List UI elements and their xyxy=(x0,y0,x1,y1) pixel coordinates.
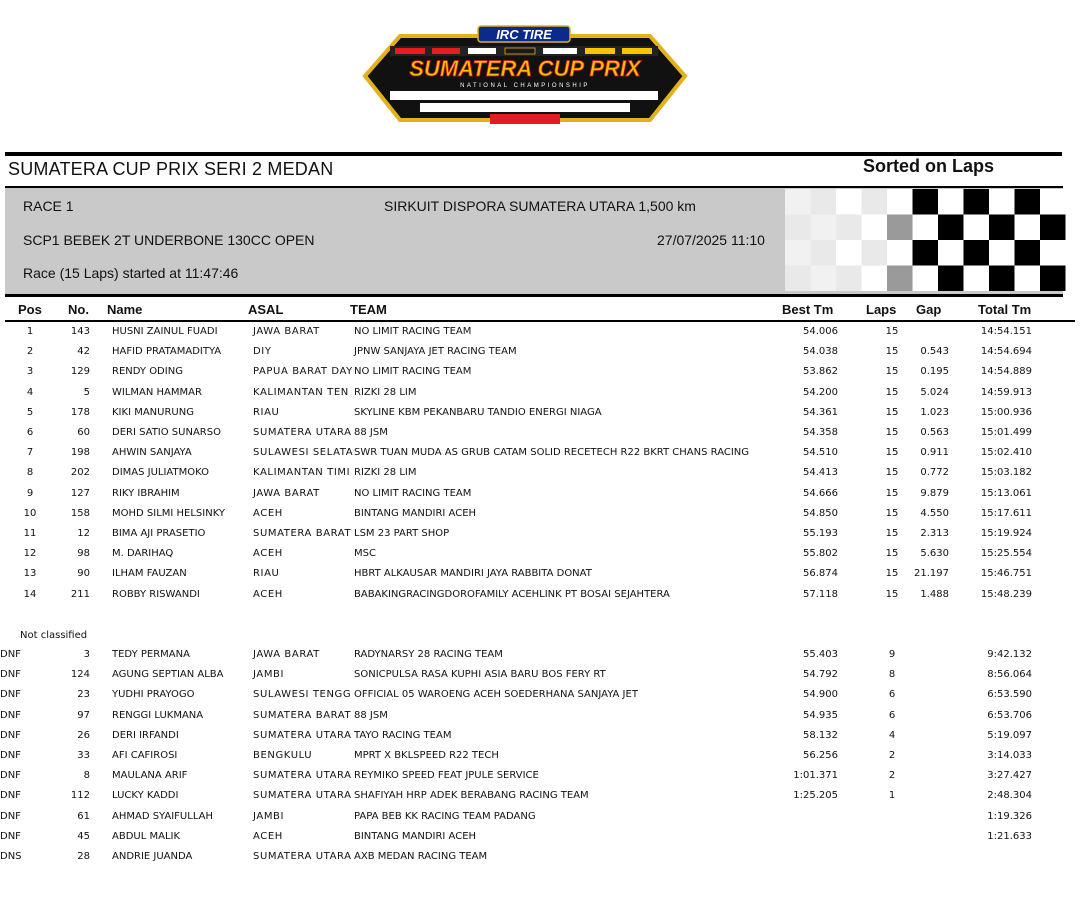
origin-cell: DIY xyxy=(253,346,272,358)
position-cell: 11 xyxy=(23,528,37,539)
sumatera-cup-prix-logo xyxy=(360,24,690,134)
best-time-cell: 54.666 xyxy=(803,487,838,499)
position-cell: 7 xyxy=(26,447,34,459)
total-time-cell: 6:53.706 xyxy=(987,709,1032,721)
origin-cell: ACEH xyxy=(253,507,283,519)
team-cell: BINTANG MANDIRI ACEH xyxy=(354,830,477,842)
not-classified-row xyxy=(0,811,1080,831)
flag-square xyxy=(938,215,964,241)
origin-cell: SUMATERA BARAT xyxy=(253,709,352,721)
flag-square xyxy=(1015,266,1041,292)
rider-name-cell: RENGGI LUKMANA xyxy=(112,709,204,721)
number-cell: 60 xyxy=(77,427,90,438)
flag-square xyxy=(964,189,990,215)
result-row xyxy=(0,508,1080,528)
total-time-cell: 1:19.326 xyxy=(987,810,1032,822)
event-title: SUMATERA CUP PRIX SERI 2 MEDAN xyxy=(8,159,334,179)
team-cell: SWR TUAN MUDA AS GRUB CATAM SOLID RECETECH R22 BKRT CHANS RACING xyxy=(354,447,750,459)
number-cell: 61 xyxy=(77,810,90,822)
team-cell: OFFICIAL 05 WAROENG ACEH SOEDERHANA SANJAYA JET xyxy=(354,689,638,701)
result-row xyxy=(0,488,1080,508)
origin-cell: JAWA BARAT xyxy=(253,326,320,337)
origin-cell: SUMATERA UTARA xyxy=(253,790,352,802)
position-cell: 14 xyxy=(23,588,37,600)
total-time-cell: 15:00.936 xyxy=(980,406,1032,418)
best-time-cell: 1:25.205 xyxy=(793,790,838,802)
laps-cell: 15 xyxy=(885,326,899,337)
col-header-best: Best Tm xyxy=(782,302,834,317)
total-time-cell: 14:54.889 xyxy=(980,366,1032,378)
rider-name-cell: BIMA AJI PRASETIO xyxy=(112,528,206,539)
laps-cell: 15 xyxy=(885,487,899,499)
laps-cell: 1 xyxy=(888,790,896,802)
flag-square xyxy=(1015,240,1041,266)
not-classified-row xyxy=(0,710,1080,730)
rider-name-cell: KIKI MANURUNG xyxy=(112,406,194,418)
flag-square xyxy=(862,240,888,266)
flag-square xyxy=(964,240,990,266)
best-time-cell: 54.850 xyxy=(803,507,838,519)
flag-square xyxy=(989,215,1015,241)
number-cell: 98 xyxy=(77,548,90,560)
rider-name-cell: DERI SATIO SUNARSO xyxy=(112,427,221,438)
best-time-cell: 54.358 xyxy=(803,427,838,438)
flag-square xyxy=(913,240,939,266)
total-time-cell: 5:19.097 xyxy=(987,729,1032,741)
number-cell: 33 xyxy=(77,750,90,761)
origin-cell: SUMATERA UTARA xyxy=(253,851,352,862)
col-header-asal: ASAL xyxy=(248,302,284,317)
position-cell: DNF xyxy=(0,689,21,701)
position-cell: 9 xyxy=(26,487,34,499)
total-time-cell: 9:42.132 xyxy=(987,649,1032,660)
col-header-pos: Pos xyxy=(18,302,42,317)
not-classified-label: Not classified xyxy=(20,630,88,641)
origin-cell: SUMATERA BARAT xyxy=(253,528,352,539)
laps-cell: 4 xyxy=(888,729,896,741)
team-cell: MSC xyxy=(354,548,376,560)
flag-square xyxy=(1040,240,1066,266)
col-header-name: Name xyxy=(107,302,143,317)
flag-square xyxy=(913,215,939,241)
position-cell: 13 xyxy=(23,568,37,580)
not-classified-row xyxy=(0,851,1080,871)
gap-cell: 9.879 xyxy=(920,487,949,499)
position-cell: DNF xyxy=(0,790,21,802)
rider-name-cell: WILMAN HAMMAR xyxy=(112,386,202,398)
position-cell: 10 xyxy=(23,507,37,519)
team-cell: BINTANG MANDIRI ACEH xyxy=(354,507,477,519)
number-cell: 42 xyxy=(77,346,90,358)
flag-square xyxy=(964,215,990,241)
laps-cell: 15 xyxy=(885,406,899,418)
flag-square xyxy=(1015,215,1041,241)
flag-square xyxy=(811,266,837,292)
laps-cell: 15 xyxy=(885,427,899,438)
laps-cell: 15 xyxy=(885,507,899,519)
rider-name-cell: M. DARIHAQ xyxy=(112,548,174,560)
result-row xyxy=(0,467,1080,487)
rider-name-cell: RIKY IBRAHIM xyxy=(112,487,180,499)
best-time-cell: 56.874 xyxy=(803,568,838,580)
origin-cell: SULAWESI TENGG xyxy=(253,689,352,701)
best-time-cell: 1:01.371 xyxy=(793,770,838,782)
position-cell: 8 xyxy=(26,467,34,479)
result-row xyxy=(0,548,1080,568)
number-cell: 112 xyxy=(70,790,90,802)
number-cell: 28 xyxy=(77,851,90,862)
laps-cell: 15 xyxy=(885,386,899,398)
team-cell: MPRT X BKLSPEED R22 TECH xyxy=(354,750,499,761)
best-time-cell: 57.118 xyxy=(803,588,838,600)
result-row xyxy=(0,447,1080,467)
rider-name-cell: AFI CAFIROSI xyxy=(112,750,178,761)
origin-cell: ACEH xyxy=(253,830,283,842)
total-time-cell: 14:59.913 xyxy=(980,386,1032,398)
laps-cell: 9 xyxy=(888,649,896,660)
class-label: SCP1 BEBEK 2T UNDERBONE 130CC OPEN xyxy=(23,232,315,248)
flag-square xyxy=(938,240,964,266)
best-time-cell: 54.510 xyxy=(803,447,838,459)
flag-square xyxy=(938,266,964,292)
gap-cell: 1.023 xyxy=(920,406,949,418)
race-label: RACE 1 xyxy=(23,198,74,214)
best-time-cell: 56.256 xyxy=(803,750,838,761)
team-cell: HBRT ALKAUSAR MANDIRI JAYA RABBITA DONAT xyxy=(354,568,592,580)
team-cell: AXB MEDAN RACING TEAM xyxy=(354,851,488,862)
position-cell: 12 xyxy=(23,548,37,560)
team-cell: RIZKI 28 LIM xyxy=(354,467,417,479)
laps-cell: 15 xyxy=(885,366,899,378)
number-cell: 202 xyxy=(70,467,90,479)
rider-name-cell: TEDY PERMANA xyxy=(112,649,190,660)
position-cell: DNF xyxy=(0,810,21,822)
laps-cell: 6 xyxy=(888,709,896,721)
team-cell: RADYNARSY 28 RACING TEAM xyxy=(354,649,503,660)
number-cell: 158 xyxy=(70,507,90,519)
best-time-cell: 55.403 xyxy=(803,649,838,660)
col-header-no: No. xyxy=(68,302,89,317)
flag-square xyxy=(862,215,888,241)
position-cell: 5 xyxy=(26,406,34,418)
number-cell: 97 xyxy=(77,709,90,721)
total-time-cell: 3:27.427 xyxy=(987,770,1032,782)
rider-name-cell: AHWIN SANJAYA xyxy=(112,447,192,459)
flag-square xyxy=(811,240,837,266)
team-cell: SHAFIYAH HRP ADEK BERABANG RACING TEAM xyxy=(354,790,589,802)
total-time-cell: 6:53.590 xyxy=(987,689,1032,701)
flag-square xyxy=(887,266,913,292)
total-time-cell: 15:13.061 xyxy=(980,487,1032,499)
flag-square xyxy=(811,215,837,241)
laps-cell: 15 xyxy=(885,346,899,358)
best-time-cell: 54.006 xyxy=(803,326,838,337)
best-time-cell: 55.802 xyxy=(803,548,838,560)
not-classified-row xyxy=(0,770,1080,790)
position-cell: 4 xyxy=(26,386,34,398)
laps-cell: 8 xyxy=(888,669,896,681)
total-time-cell: 15:17.611 xyxy=(980,507,1032,519)
not-classified-row xyxy=(0,750,1080,770)
result-row xyxy=(0,326,1080,346)
result-row xyxy=(0,528,1080,548)
best-time-cell: 54.200 xyxy=(803,386,838,398)
number-cell: 127 xyxy=(70,487,90,499)
team-cell: NO LIMIT RACING TEAM xyxy=(354,366,472,378)
number-cell: 211 xyxy=(70,588,90,600)
best-time-cell: 54.361 xyxy=(803,406,838,418)
position-cell: 1 xyxy=(26,326,34,337)
team-cell: BABAKINGRACINGDOROFAMILY ACEHLINK PT BOSAI SEJAHTERA xyxy=(354,588,670,600)
total-time-cell: 8:56.064 xyxy=(987,669,1032,681)
flag-square xyxy=(862,189,888,215)
number-cell: 8 xyxy=(83,770,90,782)
position-cell: DNF xyxy=(0,649,21,660)
flag-square xyxy=(887,189,913,215)
rider-name-cell: DIMAS JULIATMOKO xyxy=(112,467,209,479)
team-cell: NO LIMIT RACING TEAM xyxy=(354,326,472,337)
rider-name-cell: RENDY ODING xyxy=(112,366,183,378)
number-cell: 90 xyxy=(77,568,90,580)
rider-name-cell: MAULANA ARIF xyxy=(112,770,188,782)
gap-cell: 0.563 xyxy=(920,427,949,438)
header-rule xyxy=(5,320,1075,322)
total-time-cell: 15:19.924 xyxy=(980,528,1032,539)
position-cell: DNF xyxy=(0,770,21,782)
team-cell: SKYLINE KBM PEKANBARU TANDIO ENERGI NIAGA xyxy=(354,406,602,418)
flag-square xyxy=(938,189,964,215)
race-start-label: Race (15 Laps) started at 11:47:46 xyxy=(23,265,239,281)
flag-square xyxy=(785,266,811,292)
total-time-cell: 14:54.151 xyxy=(980,326,1032,337)
rider-name-cell: ANDRIE JUANDA xyxy=(112,851,193,862)
total-time-cell: 3:14.033 xyxy=(987,750,1032,761)
rider-name-cell: LUCKY KADDI xyxy=(112,790,179,802)
logo-subtitle-text: NATIONAL CHAMPIONSHIP xyxy=(460,83,590,89)
total-time-cell: 15:46.751 xyxy=(980,568,1032,580)
origin-cell: JAWA BARAT xyxy=(253,649,320,660)
laps-cell: 2 xyxy=(888,750,896,761)
team-cell: TAYO RACING TEAM xyxy=(354,729,452,741)
laps-cell: 15 xyxy=(885,588,899,600)
origin-cell: SUMATERA UTARA xyxy=(253,729,352,741)
flag-square xyxy=(1040,266,1066,292)
total-time-cell: 15:03.182 xyxy=(980,467,1032,479)
flag-square xyxy=(887,240,913,266)
origin-cell: KALIMANTAN TEN xyxy=(253,386,349,398)
gap-cell: 21.197 xyxy=(914,568,949,580)
position-cell: DNF xyxy=(0,830,21,842)
number-cell: 178 xyxy=(70,406,90,418)
flag-square xyxy=(989,240,1015,266)
result-row xyxy=(0,346,1080,366)
flag-square xyxy=(913,189,939,215)
number-cell: 12 xyxy=(77,528,90,539)
flag-square xyxy=(785,215,811,241)
number-cell: 3 xyxy=(83,649,90,660)
origin-cell: RIAU xyxy=(253,406,280,418)
flag-square xyxy=(1040,189,1066,215)
flag-square xyxy=(785,240,811,266)
total-time-cell: 15:25.554 xyxy=(980,548,1032,560)
not-classified-row xyxy=(0,649,1080,669)
team-cell: 88 JSM xyxy=(354,709,388,721)
rider-name-cell: AHMAD SYAIFULLAH xyxy=(112,810,213,822)
team-cell: LSM 23 PART SHOP xyxy=(354,528,450,539)
laps-cell: 15 xyxy=(885,447,899,459)
number-cell: 143 xyxy=(70,326,90,337)
total-time-cell: 14:54.694 xyxy=(980,346,1032,358)
gap-cell: 4.550 xyxy=(920,507,949,519)
number-cell: 198 xyxy=(70,447,90,459)
flag-square xyxy=(1015,189,1041,215)
best-time-cell: 54.413 xyxy=(803,467,838,479)
total-time-cell: 2:48.304 xyxy=(987,790,1032,802)
origin-cell: SUMATERA UTARA xyxy=(253,427,352,438)
flag-square xyxy=(836,189,862,215)
not-classified-row xyxy=(0,790,1080,810)
team-cell: JPNW SANJAYA JET RACING TEAM xyxy=(354,346,517,358)
origin-cell: KALIMANTAN TIMI xyxy=(253,467,351,479)
flag-square xyxy=(836,240,862,266)
total-time-cell: 15:01.499 xyxy=(980,427,1032,438)
origin-cell: BENGKULU xyxy=(253,750,313,761)
result-row xyxy=(0,568,1080,588)
rider-name-cell: ROBBY RISWANDI xyxy=(112,588,200,600)
number-cell: 26 xyxy=(77,729,90,741)
origin-cell: JAMBI xyxy=(253,669,285,681)
origin-cell: ACEH xyxy=(253,588,283,600)
flag-square xyxy=(989,189,1015,215)
gap-cell: 0.911 xyxy=(920,447,949,459)
team-cell: RIZKI 28 LIM xyxy=(354,386,417,398)
position-cell: DNF xyxy=(0,729,21,741)
gap-cell: 5.630 xyxy=(920,548,949,560)
rider-name-cell: AGUNG SEPTIAN ALBA xyxy=(112,669,224,681)
col-header-gap: Gap xyxy=(916,302,942,317)
position-cell: DNF xyxy=(0,750,21,761)
result-row xyxy=(0,427,1080,447)
flag-square xyxy=(964,266,990,292)
flag-square xyxy=(989,266,1015,292)
rider-name-cell: YUDHI PRAYOGO xyxy=(112,689,195,701)
result-row xyxy=(0,387,1080,407)
origin-cell: SUMATERA UTARA xyxy=(253,770,352,782)
origin-cell: SULAWESI SELATA xyxy=(253,447,354,459)
result-row xyxy=(0,589,1080,609)
flag-square xyxy=(913,266,939,292)
best-time-cell: 54.038 xyxy=(803,346,838,358)
best-time-cell: 54.935 xyxy=(803,709,838,721)
col-header-laps: Laps xyxy=(866,302,897,317)
not-classified-row xyxy=(0,730,1080,750)
origin-cell: RIAU xyxy=(253,568,280,580)
team-cell: REYMIKO SPEED FEAT JPULE SERVICE xyxy=(354,770,539,782)
not-classified-row xyxy=(0,669,1080,689)
team-cell: PAPA BEB KK RACING TEAM PADANG xyxy=(354,810,536,822)
flag-square xyxy=(811,189,837,215)
best-time-cell: 54.792 xyxy=(803,669,838,681)
flag-square xyxy=(836,266,862,292)
position-cell: DNF xyxy=(0,669,21,681)
laps-cell: 2 xyxy=(888,770,896,782)
rider-name-cell: DERI IRFANDI xyxy=(112,729,179,741)
position-cell: DNF xyxy=(0,709,21,721)
not-classified-row xyxy=(0,831,1080,851)
gap-cell: 0.195 xyxy=(920,366,949,378)
number-cell: 129 xyxy=(70,366,90,378)
laps-cell: 15 xyxy=(885,568,899,580)
team-cell: 88 JSM xyxy=(354,427,388,438)
number-cell: 124 xyxy=(70,669,90,681)
total-time-cell: 15:02.410 xyxy=(980,447,1032,459)
number-cell: 5 xyxy=(83,386,90,398)
number-cell: 23 xyxy=(77,689,90,701)
not-classified-row xyxy=(0,689,1080,709)
flag-square xyxy=(862,266,888,292)
number-cell: 45 xyxy=(77,830,90,842)
gap-cell: 1.488 xyxy=(920,588,949,600)
laps-cell: 15 xyxy=(885,467,899,479)
origin-cell: JAMBI xyxy=(253,810,285,822)
origin-cell: JAWA BARAT xyxy=(253,487,320,499)
flag-square xyxy=(1040,215,1066,241)
laps-cell: 6 xyxy=(888,689,896,701)
best-time-cell: 54.900 xyxy=(803,689,838,701)
team-cell: NO LIMIT RACING TEAM xyxy=(354,487,472,499)
rider-name-cell: MOHD SILMI HELSINKY xyxy=(112,507,226,519)
gap-cell: 0.772 xyxy=(920,467,949,479)
best-time-cell: 55.193 xyxy=(803,528,838,539)
best-time-cell: 53.862 xyxy=(803,366,838,378)
position-cell: 6 xyxy=(26,427,34,438)
flag-square xyxy=(887,215,913,241)
total-time-cell: 1:21.633 xyxy=(987,830,1032,842)
laps-cell: 15 xyxy=(885,548,899,560)
origin-cell: ACEH xyxy=(253,548,283,560)
best-time-cell: 58.132 xyxy=(803,729,838,741)
rider-name-cell: HUSNI ZAINUL FUADI xyxy=(112,326,218,337)
position-cell: 2 xyxy=(26,346,34,358)
gap-cell: 0.543 xyxy=(920,346,949,358)
position-cell: 3 xyxy=(26,366,34,378)
logo-title-text: SUMATERA CUP PRIX xyxy=(409,56,641,81)
rider-name-cell: HAFID PRATAMADITYA xyxy=(112,346,222,358)
logo-brand-text: IRC TIRE xyxy=(496,27,552,42)
circuit-label: SIRKUIT DISPORA SUMATERA UTARA 1,500 km xyxy=(384,198,696,214)
result-row xyxy=(0,366,1080,386)
result-row xyxy=(0,407,1080,427)
race-info-panel xyxy=(5,186,1063,297)
col-header-team: TEAM xyxy=(350,302,387,317)
flag-square xyxy=(836,215,862,241)
race-datetime: 27/07/2025 11:10 xyxy=(657,232,765,248)
gap-cell: 2.313 xyxy=(920,528,949,539)
total-time-cell: 15:48.239 xyxy=(980,588,1032,600)
position-cell: DNS xyxy=(0,851,22,862)
origin-cell: PAPUA BARAT DAY xyxy=(253,366,353,378)
flag-square xyxy=(785,189,811,215)
team-cell: SONICPULSA RASA KUPHI ASIA BARU BOS FERY RT xyxy=(354,669,606,681)
col-header-total: Total Tm xyxy=(978,302,1032,317)
rider-name-cell: ABDUL MALIK xyxy=(112,830,181,842)
rider-name-cell: ILHAM FAUZAN xyxy=(112,568,187,580)
gap-cell: 5.024 xyxy=(920,386,949,398)
sort-label: Sorted on Laps xyxy=(863,156,995,176)
laps-cell: 15 xyxy=(885,528,899,539)
